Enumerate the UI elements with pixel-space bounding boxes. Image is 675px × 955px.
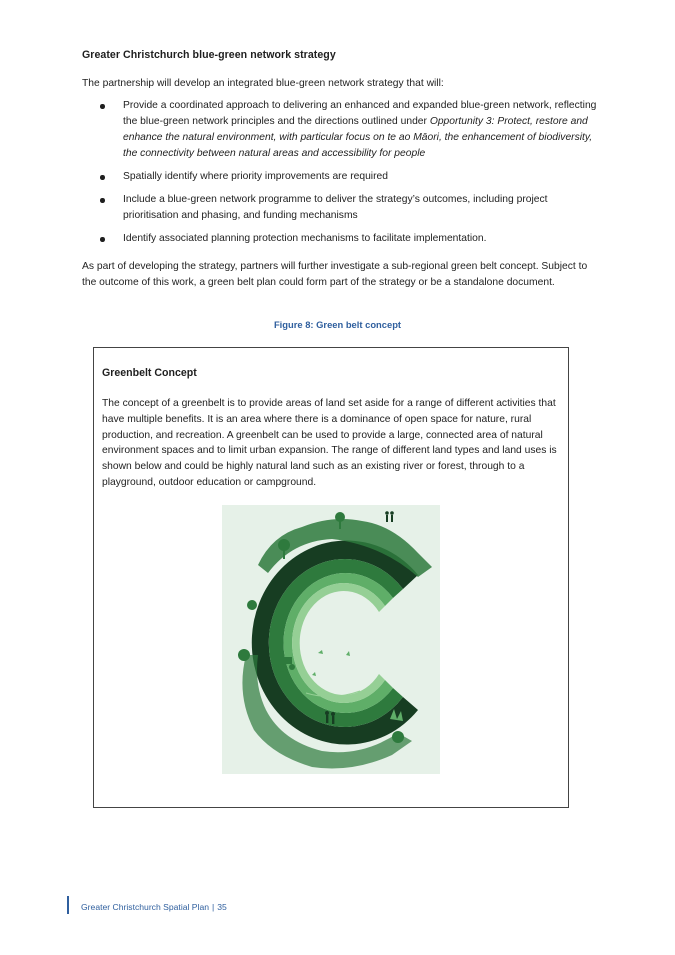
strategy-bullet-list	[82, 98, 602, 254]
intro-paragraph: The partnership will develop an integrated blue-green network strategy that will:	[82, 78, 444, 89]
bullet-item	[82, 192, 602, 224]
bullet-text: Provide a coordinated approach to delivering an enhanced and expanded blue-green network, reflecting the blue-green network principles and the directions outlined under	[123, 100, 597, 127]
page-number: 35	[217, 902, 227, 912]
bullet-dot-icon	[100, 175, 105, 180]
footer-title: Greater Christchurch Spatial Plan	[81, 902, 210, 912]
bullet-dot-icon	[100, 198, 105, 203]
figure-caption: Figure 8: Green belt concept	[273, 319, 402, 330]
bullet-text: Include a blue-green network programme to deliver the strategy’s outcomes, including project prioritisation and phasing, and funding mechanisms	[123, 194, 548, 221]
bullet-item	[82, 98, 602, 162]
greenbelt-c-illustration	[222, 505, 440, 774]
bullet-italic-text: Opportunity 3: Protect, restore and enhance the natural environment, with particular focus on te ao Māori, the enhancement of biodiversity, the connectivity between natural areas and accessibility for people	[123, 116, 593, 159]
footer-accent-bar	[67, 896, 69, 914]
section-heading: Greater Christchurch blue-green network strategy	[82, 49, 336, 61]
bullet-dot-icon	[100, 237, 105, 242]
footer	[81, 902, 227, 912]
bullet-dot-icon	[100, 104, 105, 109]
greenbelt-concept-box	[93, 347, 569, 808]
bullet-text: Spatially identify where priority improvements are required	[123, 171, 388, 182]
bullet-item	[82, 231, 602, 247]
bullet-item	[82, 169, 602, 185]
box-body-text: The concept of a greenbelt is to provide areas of land set aside for a range of different activities that have multiple benefits. It is an area where there is a dominance of open space for nature, rural production, and recreation. A greenbelt can be used to provide a large, connected area of natural environment spaces and to limit urban expansion. The range of different land types and land uses is shown below and could be highly natural land such as an existing river or forest, through to a playground, outdoor education or campground.	[102, 398, 557, 488]
closing-paragraph: As part of developing the strategy, partners will further investigate a sub-regional green belt concept. Subject to the outcome of this work, a green belt plan could form part of the strategy or be a standalone document.	[82, 261, 588, 288]
box-title: Greenbelt Concept	[102, 367, 197, 379]
footer-separator: |	[212, 902, 215, 912]
bullet-text: Identify associated planning protection mechanisms to facilitate implementation.	[123, 233, 487, 244]
